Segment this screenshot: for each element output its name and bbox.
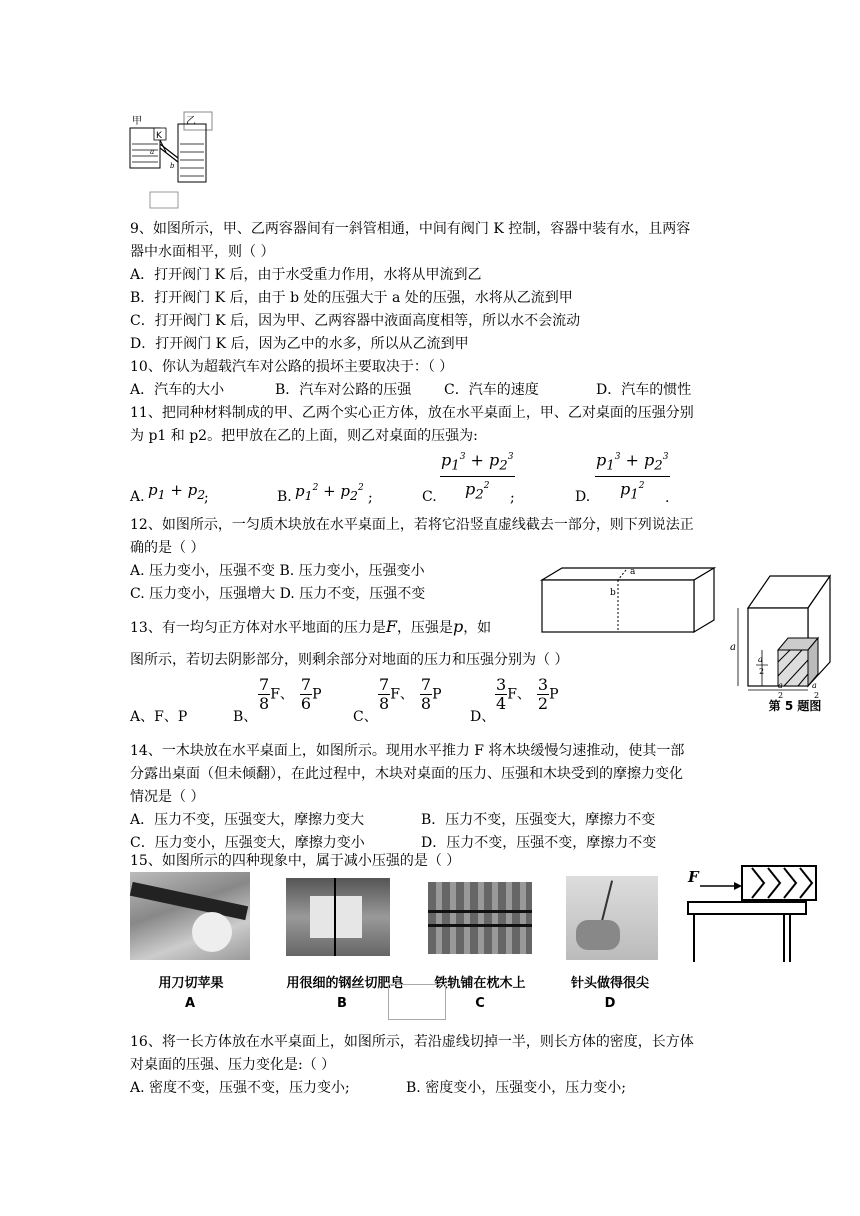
caption-needle-tip: 针头做得很尖 [570, 976, 649, 991]
q11-option-a-label: A. [130, 489, 145, 505]
cube-cut-figure [726, 572, 854, 712]
q11-option-c-label: C. [422, 489, 437, 505]
placeholder-box [388, 984, 446, 1020]
q14-stem-line1: 14、一木块放在水平桌面上，如图所示。现用水平推力 F 将木块缓慢匀速推动，使其一部 [130, 743, 685, 759]
cube-label-a-small: a [758, 655, 763, 664]
caption-knife-apple: 用刀切苹果 [158, 976, 224, 991]
photo-needle-tip [566, 876, 658, 960]
frac-num: 3 [537, 675, 549, 694]
cube-figure-caption: 第 5 题图 [768, 699, 822, 713]
q13-stem-line1 [130, 617, 491, 638]
q13-unit: P [432, 686, 442, 703]
q13-option-b-expr [258, 676, 322, 713]
force-label: F [688, 868, 699, 886]
q9-option-b: B．打开阀门 K 后，由于 b 处的压强大于 a 处的压强，水将从乙流到甲 [130, 290, 573, 306]
q9-stem-line1: 9、如图所示，甲、乙两容器间有一斜管相通，中间有阀门 K 控制，容器中装有水，且两容 [130, 221, 691, 237]
q13-unit: F、 [390, 686, 414, 703]
q10-option-c: C．汽车的速度 [444, 382, 539, 398]
q13-option-d-label: D、 [470, 709, 496, 725]
frac-num: 3 [496, 675, 507, 694]
photo-letter-b: B [337, 996, 347, 1011]
q11-formula-b: $p_1^2 + p_2^2$ [295, 482, 364, 503]
connected-containers-figure [126, 110, 216, 210]
q12-options-ab: A. 压力变小，压强不变 B. 压力变小，压强变小 [130, 563, 425, 579]
frac-den: 2 [537, 694, 549, 713]
label-a: a [150, 148, 155, 156]
q12-stem-line1: 12、如图所示，一匀质木块放在水平桌面上，若将它沿竖直虚线截去一部分，则下列说法正 [130, 517, 694, 533]
frac-den: 4 [496, 694, 507, 713]
frac-den: 8 [259, 694, 270, 713]
q9-option-a: A．打开阀门 K 后，由于水受重力作用，水将从甲流到乙 [130, 267, 482, 283]
cube-label-bottom-a: a [778, 681, 783, 690]
label-k: K [156, 131, 162, 141]
photo-letter-d: D [604, 996, 616, 1011]
q11-formula-a: $p_1 + p_2$ [148, 481, 206, 502]
frac-num: 7 [420, 675, 432, 694]
photo-rails-on-sleepers [428, 882, 532, 954]
q14-option-a: A．压力不变，压强变大，摩擦力变大 [130, 812, 365, 828]
q13-unit: F、 [270, 686, 294, 703]
q13-pressure-symbol: p [452, 617, 464, 636]
q11-option-b-label: B. [277, 489, 292, 505]
cube-label-side-half: 2 [814, 691, 820, 700]
q13-stem-line2: 图所示，若切去阴影部分，则剩余部分对地面的压力和压强分别为（ ） [130, 652, 569, 668]
caption-wire-soap: 用很细的钢丝切肥皂 [286, 976, 404, 991]
q11-sep-a: ; [204, 490, 209, 506]
q12-stem-line2: 确的是（ ） [130, 540, 205, 556]
q11-end: . [665, 490, 670, 506]
q10-stem: 10、你认为超载汽车对公路的损坏主要取决于：（ ） [130, 359, 454, 375]
frac-num: 7 [379, 675, 390, 694]
q14-stem-line3: 情况是（ ） [130, 789, 205, 805]
q13-unit: P [549, 686, 559, 703]
q15-stem: 15、如图所示的四种现象中，属于减小压强的是（ ） [130, 853, 461, 869]
frac-num: 7 [259, 675, 270, 694]
label-jia: 甲 [132, 116, 142, 127]
q13-force-symbol: F [385, 617, 397, 636]
q16-option-a: A. 密度不变，压强不变，压力变小; [130, 1080, 350, 1096]
q14-option-b: B．压力不变，压强变大，摩擦力不变 [421, 812, 656, 828]
caption-rails-sleepers: 铁轨铺在枕木上 [434, 976, 526, 991]
q11-formula-c: $\frac{p_1^3 + p_2^3}{p_2^2}$ [440, 448, 515, 504]
wooden-block-figure [538, 562, 718, 634]
q11-formula-d: $\frac{p_1^3 + p_2^3}{p_1^2}$ [595, 448, 670, 504]
frac-num: 7 [300, 675, 312, 694]
label-a: a [630, 567, 636, 577]
q14-option-c: C．压力变小，压强变大，摩擦力变小 [130, 835, 365, 851]
q10-option-a: A．汽车的大小 [130, 382, 225, 398]
q13-option-c-label: C、 [353, 709, 378, 725]
q13-option-d-expr [495, 676, 559, 713]
q9-option-c: C．打开阀门 K 后，因为甲、乙两容器中液面高度相等，所以水不会流动 [130, 313, 581, 329]
q9-option-d: D．打开阀门 K 后，因为乙中的水多，所以从乙流到甲 [130, 336, 469, 352]
q12-options-cd: C. 压力变小，压强增大 D. 压力不变，压强不变 [130, 586, 426, 602]
q11-sep-b: ; [368, 490, 373, 506]
label-b: b [610, 588, 616, 598]
q10-option-b: B．汽车对公路的压强 [275, 382, 412, 398]
photo-letter-a: A [184, 996, 196, 1011]
q13-option-a: A、F、P [130, 709, 188, 725]
push-block-figure [686, 856, 820, 966]
q13-stem-part2: ，压强是 [396, 620, 453, 636]
label-yi: 乙 [186, 116, 196, 127]
q13-option-b-label: B、 [233, 709, 258, 725]
q11-stem-line1: 11、把同种材料制成的甲、乙两个实心正方体，放在水平桌面上，甲、乙对桌面的压强分别 [130, 405, 694, 421]
q11-stem-line2: 为 p1 和 p2。把甲放在乙的上面，则乙对桌面的压强为: [130, 428, 478, 444]
q13-stem-part1: 13、有一均匀正方体对水平地面的压力是 [130, 620, 386, 636]
q10-option-d: D．汽车的惯性 [596, 382, 692, 398]
photo-knife-cutting-apple [130, 872, 250, 960]
cube-label-side-a: a [812, 681, 817, 690]
frac-den: 8 [379, 694, 390, 713]
q16-option-b: B. 密度变小，压强变小，压力变小; [406, 1080, 626, 1096]
cube-label-bottom-half: 2 [778, 691, 784, 700]
q11-sep-c: ; [510, 490, 515, 506]
label-b: b [170, 162, 175, 170]
photo-wire-cutting-soap [286, 878, 390, 956]
cube-label-half: 2 [759, 667, 765, 676]
q13-unit: P [312, 686, 322, 703]
photo-letter-c: C [475, 996, 485, 1011]
q11-option-d-label: D. [575, 489, 591, 505]
q16-stem-line1: 16、将一长方体放在水平桌面上，如图所示，若沿虚线切掉一半，则长方体的密度，长方体 [130, 1034, 694, 1050]
q13-option-c-expr [378, 676, 442, 713]
q14-stem-line2: 分露出桌面（但未倾翻），在此过程中，木块对桌面的压力、压强和木块受到的摩擦力变化 [130, 766, 683, 782]
q14-option-d: D．压力不变，压强不变，摩擦力不变 [421, 835, 657, 851]
cube-label-a: a [730, 642, 736, 653]
q16-stem-line2: 对桌面的压强、压力变化是:（ ） [130, 1057, 336, 1073]
q9-stem-line2: 器中水面相平，则（ ） [130, 244, 275, 260]
q13-stem-part3: ，如 [463, 620, 492, 636]
frac-den: 6 [300, 694, 312, 713]
q13-unit: F、 [507, 686, 531, 703]
frac-den: 8 [420, 694, 432, 713]
